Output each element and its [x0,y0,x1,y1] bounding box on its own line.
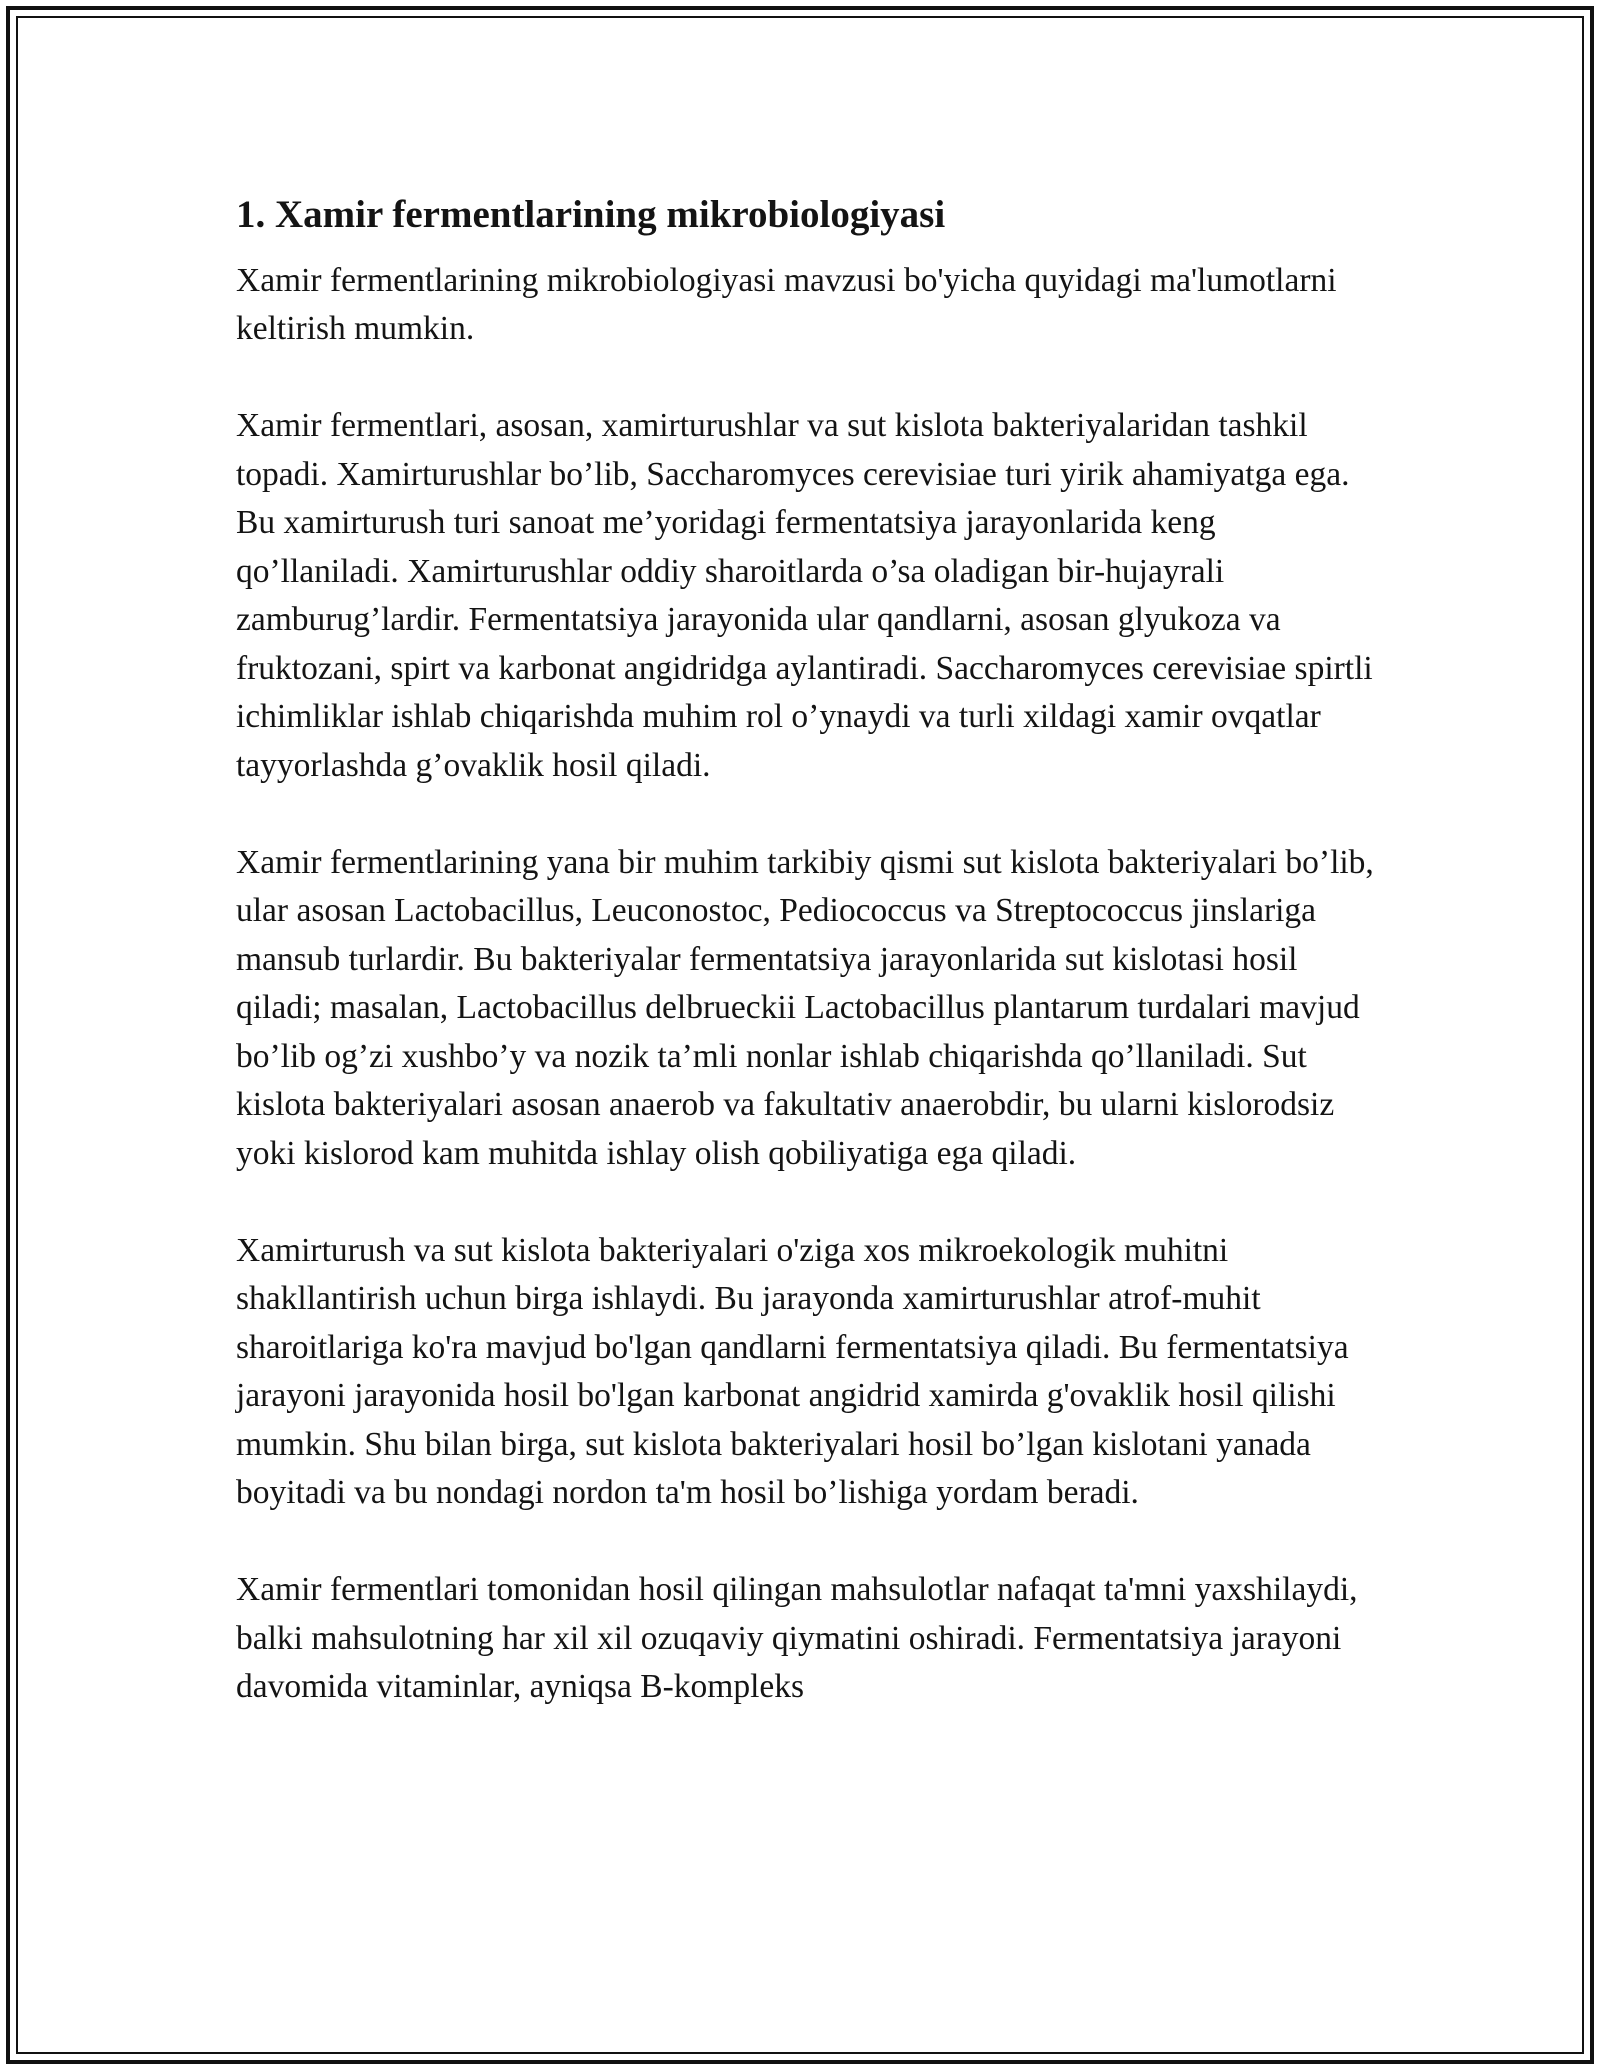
paragraph-symbiosis: Xamirturush va sut kislota bakteriyalari o'ziga xos mikroekologik muhitni shakllantirish uchun birga ishlaydi. Bu jarayonda xamirturushlar atrof-muhit sharoitlariga ko'ra mavjud bo'lgan qandlarni fermentatsiya qiladi. Bu fermentatsiya jarayoni jarayonida hosil bo'lgan karbonat angidrid xamirda g'ovaklik hosil qilishi mumkin. Shu bilan birga, sut kislota bakteriyalari hosil bo’lgan kislotani yanada boyitadi va bu nondagi nordon ta'm hosil bo’lishiga yordam beradi. [236,1231,1349,1512]
section-heading: 1. Xamir fermentlarining mikrobiologiyasi [236,193,946,236]
paragraph-intro: Xamir fermentlarining mikrobiologiyasi mavzusi bo'yicha quyidagi ma'lumotlarni keltirish mumkin. [236,261,1337,348]
paragraph-lactic-bacteria: Xamir fermentlarining yana bir muhim tarkibiy qismi sut kislota bakteriyalari bo’lib, ular asosan Lactobacillus, Leuconostoc, Pediococcus va Streptococcus jinslariga mansub turlardir. Bu bakteriyalar fermentatsiya jarayonlarida sut kislotasi hosil qiladi; masalan, Lactobacillus delbrueckii Lactobacillus plantarum turdalari mavjud bo’lib og’zi xushbo’y va nozik ta’mli nonlar ishlab chiqarishda qo’llaniladi. Sut kislota bakteriyalari asosan anaerob va fakultativ anaerobdir, bu ularni kislorodsiz yoki kislorod kam muhitda ishlay olish qobiliyatiga ega qiladi. [236,843,1374,1172]
document-body [236,180,1376,1712]
paragraph-yeasts: Xamir fermentlari, asosan, xamirturushlar va sut kislota bakteriyalaridan tashkil topadi. Xamirturushlar bo’lib, Saccharomyces cerevisiae turi yirik ahamiyatga ega. Bu xamirturush turi sanoat me’yoridagi fermentatsiya jarayonlarida keng qo’llaniladi. Xamirturushlar oddiy sharoitlarda o’sa oladigan bir-hujayrali zamburug’lardir. Fermentatsiya jarayonida ular qandlarni, asosan glyukoza va fruktozani, spirt va karbonat angidridga aylantiradi. Saccharomyces cerevisiae spirtli ichimliklar ishlab chiqarishda muhim rol o’ynaydi va turli xildagi xamir ovqatlar tayyorlashda g’ovaklik hosil qiladi. [236,407,1373,784]
paragraph-products: Xamir fermentlari tomonidan hosil qilingan mahsulotlar nafaqat ta'mni yaxshilaydi, balki mahsulotning har xil xil ozuqaviy qiymatini oshiradi. Fermentatsiya jarayoni davomida vitaminlar, ayniqsa B-kompleks [236,1571,1358,1706]
